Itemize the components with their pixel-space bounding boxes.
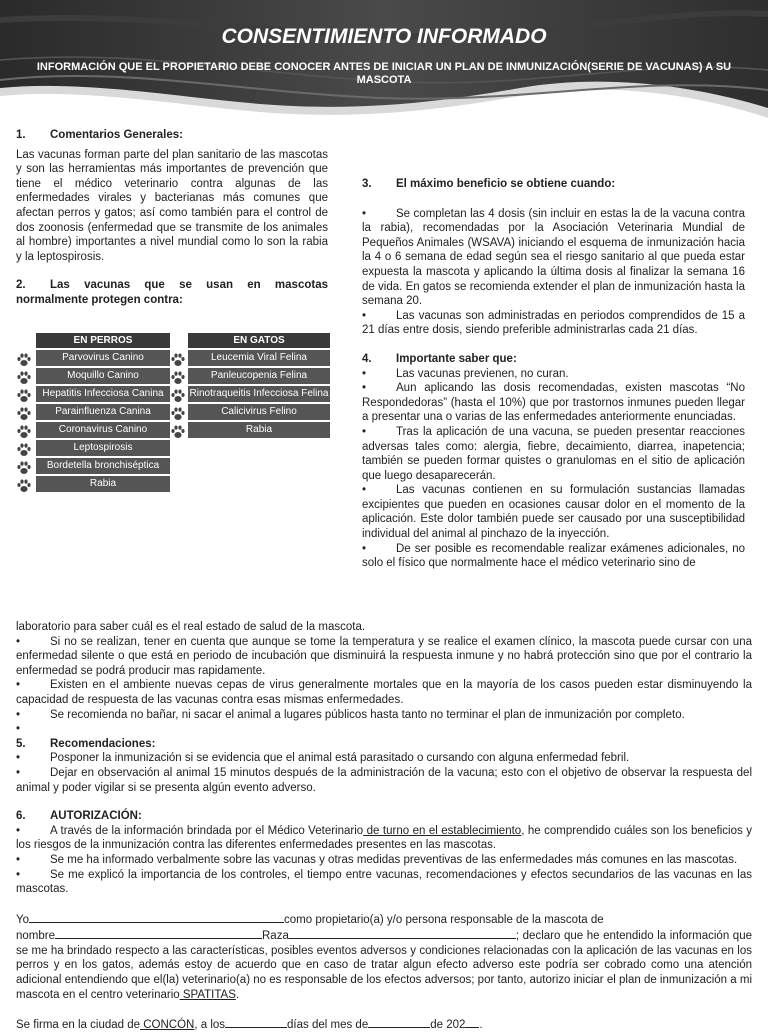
section-3-number: 3. bbox=[362, 178, 372, 190]
cat-vaccine-row bbox=[170, 422, 330, 438]
section-5-heading bbox=[16, 737, 752, 752]
dog-vaccine-cell: Rabia bbox=[36, 476, 170, 492]
paw-icon bbox=[16, 406, 32, 422]
page-subtitle: INFORMACIÓN QUE EL PROPIETARIO DEBE CONOCER ANTES DE INICIAR UN PLAN DE INMUNIZACIÓN(SERIE DE VACUNAS) A SU MASCOTA bbox=[36, 61, 732, 86]
dog-vaccine-cell: Coronavirus Canino bbox=[36, 422, 170, 438]
paw-icon bbox=[170, 370, 186, 386]
paw-icon bbox=[170, 352, 186, 368]
cat-vaccine-cell: Leucemia Viral Felina bbox=[188, 350, 330, 366]
section-5-bullet-1: • Posponer la inmunización si se evidencia que el animal está parasitado o cursando con alguna enfermedad febril. bbox=[16, 752, 630, 765]
owner-line: Yo como propietario(a) y/o persona responsable de la mascota de bbox=[16, 911, 752, 928]
cats-vaccine-table bbox=[170, 333, 330, 438]
header-banner bbox=[0, 0, 768, 125]
left-column bbox=[16, 128, 328, 308]
bottom-bullet-empty: • bbox=[16, 723, 21, 736]
cat-vaccine-cell: Rinotraqueitis Infecciosa Felina bbox=[188, 386, 330, 402]
section-3-bullet-2: • Las vacunas son administradas en periodos comprendidos de 15 a 21 días entre dosis, siendo preferible administrarlas cada 21 días. bbox=[362, 309, 745, 337]
paw-icon bbox=[16, 370, 32, 386]
paw-icon bbox=[16, 460, 32, 476]
section-6-title: AUTORIZACIÓN: bbox=[50, 810, 142, 823]
section-5-title: Recomendaciones: bbox=[50, 737, 156, 750]
paw-icon bbox=[16, 478, 32, 494]
dog-vaccine-cell: Parvovirus Canino bbox=[36, 350, 170, 366]
declaration-paragraph: nombre Raza ; declaro que he entendido la información que se me ha brindado respecto a las características, posibles eventos adversos y condiciones relacionadas con la aplicación de las vacunas en los perros y en los gatos, además estoy de acuerdo que en caso de tratar algun efecto adverso este podría ser cobrado como una atención adicional entendiendo que el(la) veterinario(a) no es responsable de los efectos adversos; por tanto, autorizo iniciar el plan de inmunización a mi mascota en el centro veterinario SPATITAS. bbox=[16, 927, 752, 1002]
section-1-title: Comentarios Generales: bbox=[50, 129, 183, 141]
section-1-heading bbox=[16, 128, 328, 143]
dog-vaccine-cell: Moquillo Canino bbox=[36, 368, 170, 384]
dog-vaccine-cell: Bordetella bronchiséptica bbox=[36, 458, 170, 474]
paw-icon bbox=[16, 424, 32, 440]
section-3-title: El máximo beneficio se obtiene cuando: bbox=[396, 178, 616, 190]
dog-vaccine-row bbox=[16, 422, 170, 438]
section-4-bullet-4: • Las vacunas contienen en su formulación sustancias llamadas excipientes que pueden en ocasiones causar dolor en el momento de la aplicación. Este dolor también puede ser causado por una susceptibilidad individual del animal al pinchazo de la inyección. bbox=[362, 484, 745, 541]
section-1-body: Las vacunas forman parte del plan sanitario de las mascotas y son las herramientas más importantes de prevención que tiene el médico veterinario contra algunas de las enfermedades virales y bacterianas más comunes que afectan perros y gatos; así como también para el control de dos zoonosis (enfermedad que se transmite de los animales al hombre) importantes a nivel mundial como lo son la rabia y la leptospirosis. bbox=[16, 148, 328, 263]
dogs-table-header: EN PERROS bbox=[36, 333, 170, 348]
dog-vaccine-cell: Hepatitis Infecciosa Canina bbox=[36, 386, 170, 402]
section-2-title: Las vacunas que se usan en mascotas normalmente protegen contra: bbox=[16, 279, 328, 306]
section-6-bullet-2: • Se me ha informado verbalmente sobre las vacunas y otras medidas preventivas de las enfermedades más comunes en las mascotas. bbox=[16, 853, 738, 866]
city-name: CONCÓN bbox=[140, 1019, 195, 1032]
section-4-bullet-5: • De ser posible es recomendable realizar exámenes adicionales, no solo el físico que normalmente hace el médico veterinario sino de bbox=[362, 542, 745, 570]
dog-vaccine-row bbox=[16, 458, 170, 474]
cat-vaccine-cell: Calicivirus Felino bbox=[188, 404, 330, 420]
dog-vaccine-cell: Leptospirosis bbox=[36, 440, 170, 456]
owner-name-field[interactable] bbox=[29, 911, 284, 923]
paw-icon bbox=[170, 406, 186, 422]
paw-icon bbox=[16, 442, 32, 458]
section-4-number: 4. bbox=[362, 352, 372, 365]
cat-vaccine-row bbox=[170, 350, 330, 366]
cat-vaccine-row bbox=[170, 404, 330, 420]
cats-table-header: EN GATOS bbox=[188, 333, 330, 348]
dog-vaccine-row bbox=[16, 368, 170, 384]
cat-vaccine-row bbox=[170, 368, 330, 384]
paw-icon bbox=[170, 388, 186, 404]
dog-vaccine-row bbox=[16, 350, 170, 366]
dog-vaccine-row bbox=[16, 440, 170, 456]
section-4-bullet-3: • Tras la aplicación de una vacuna, se pueden presentar reacciones adversas tales como: alergia, fiebre, decaimiento, diarrea, inapetencia; también se pueden formar quistes o granulomas en el sitio de aplicación que luego desaparecerán. bbox=[362, 425, 745, 482]
section-6-number: 6. bbox=[16, 810, 26, 823]
section-6-bullet-1: • A través de la información brindada por el Médico Veterinario de turno en el establecimiento, he comprendido cuáles son los beneficios y los riesgos de la inmunización contra las diferentes enfermedades presentes en las mascotas. bbox=[16, 824, 752, 852]
day-field[interactable] bbox=[225, 1016, 287, 1028]
dog-vaccine-row bbox=[16, 404, 170, 420]
dog-vaccine-cell: Parainfluenza Canina bbox=[36, 404, 170, 420]
continuation-text: laboratorio para saber cuál es el real estado de salud de la mascota. bbox=[16, 621, 366, 633]
clinic-name: SPATITAS bbox=[179, 988, 236, 1001]
section-1-number: 1. bbox=[16, 129, 26, 141]
section-2-number: 2. bbox=[16, 279, 26, 292]
section-2-heading bbox=[16, 278, 328, 307]
staff-underlined: de turno en el establecimiento bbox=[363, 824, 522, 837]
section-4-title: Importante saber que: bbox=[396, 352, 517, 365]
section-3-heading bbox=[362, 177, 745, 192]
dog-vaccine-row bbox=[16, 386, 170, 402]
signature-line: Se firma en la ciudad de CONCÓN, a los días del mes de de 202 . bbox=[16, 1016, 752, 1033]
bottom-bullet-2: • Existen en el ambiente nuevas cepas de virus generalmente mortales que en la mayoría de los casos pueden estar disminuyendo la capacidad de respuesta de las vacunas contra esas mismas enfermedades. bbox=[16, 679, 752, 706]
cat-vaccine-row bbox=[170, 386, 330, 402]
breed-field[interactable] bbox=[289, 927, 516, 939]
dog-vaccine-row bbox=[16, 476, 170, 492]
right-column bbox=[362, 177, 745, 571]
bottom-section bbox=[16, 620, 752, 1033]
section-6-bullet-3: • Se me explicó la importancia de los controles, el tiempo entre vacunas, recomendaciones y efectos secundarios de las vacunas en las mascotas. bbox=[16, 868, 752, 896]
section-4-bullet-1: • Las vacunas previenen, no curan. bbox=[362, 367, 569, 380]
section-5-bullet-2: • Dejar en observación al animal 15 minutos después de la administración de la vacuna; esto con el objetivo de observar la respuesta del animal y poder vigilar si se presenta algún evento adverso. bbox=[16, 766, 752, 794]
bottom-bullet-1: • Si no se realizan, tener en cuenta que aunque se tome la temperatura y se realice el examen clínico, la mascota puede cursar con una enfermedad silente o que está en periodo de incubación que disminuirá la respuesta inmune y no habrá protección sino que por el contrario la enfermedad se podrá producir mas rapidamente. bbox=[16, 635, 752, 677]
dogs-vaccine-table bbox=[16, 333, 170, 492]
paw-icon bbox=[16, 388, 32, 404]
pet-name-field[interactable] bbox=[55, 927, 262, 939]
bottom-bullet-3: • Se recomienda no bañar, ni sacar el animal a lugares públicos hasta tanto no terminar el plan de inmunización por completo. bbox=[16, 708, 685, 721]
section-4-heading bbox=[362, 352, 745, 367]
section-5-number: 5. bbox=[16, 737, 26, 750]
section-6-heading bbox=[16, 809, 752, 824]
paw-icon bbox=[170, 424, 186, 440]
section-3-bullet-1: • Se completan las 4 dosis (sin incluir en estas la de la vacuna contra la rabia), recomendadas por la Asociación Veterinaria Mundial de Pequeños Animales (WSAVA) iniciando el esquema de inmunización hacia la 4 o 6 semana de edad según sea el riesgo sanitario al que pueda estar expuesta la mascota y aplicando la última dosis al finalizar la semana 16 de vida. En gatos se recomienda extender el plan de inmunización hasta la semana 20. bbox=[362, 207, 745, 308]
cat-vaccine-cell: Panleucopenia Felina bbox=[188, 368, 330, 384]
page-title: CONSENTIMIENTO INFORMADO bbox=[221, 25, 547, 48]
year-field[interactable] bbox=[465, 1016, 479, 1028]
month-field[interactable] bbox=[368, 1016, 430, 1028]
paw-icon bbox=[16, 352, 32, 368]
section-4-bullet-2: • Aun aplicando las dosis recomendadas, existen mascotas “No Respondedoras” (hasta el 10%) que por trastornos inmunes pueden llegar a presentar una o varias de las enfermedades anteriormente enunciadas. bbox=[362, 382, 745, 424]
cat-vaccine-cell: Rabia bbox=[188, 422, 330, 438]
